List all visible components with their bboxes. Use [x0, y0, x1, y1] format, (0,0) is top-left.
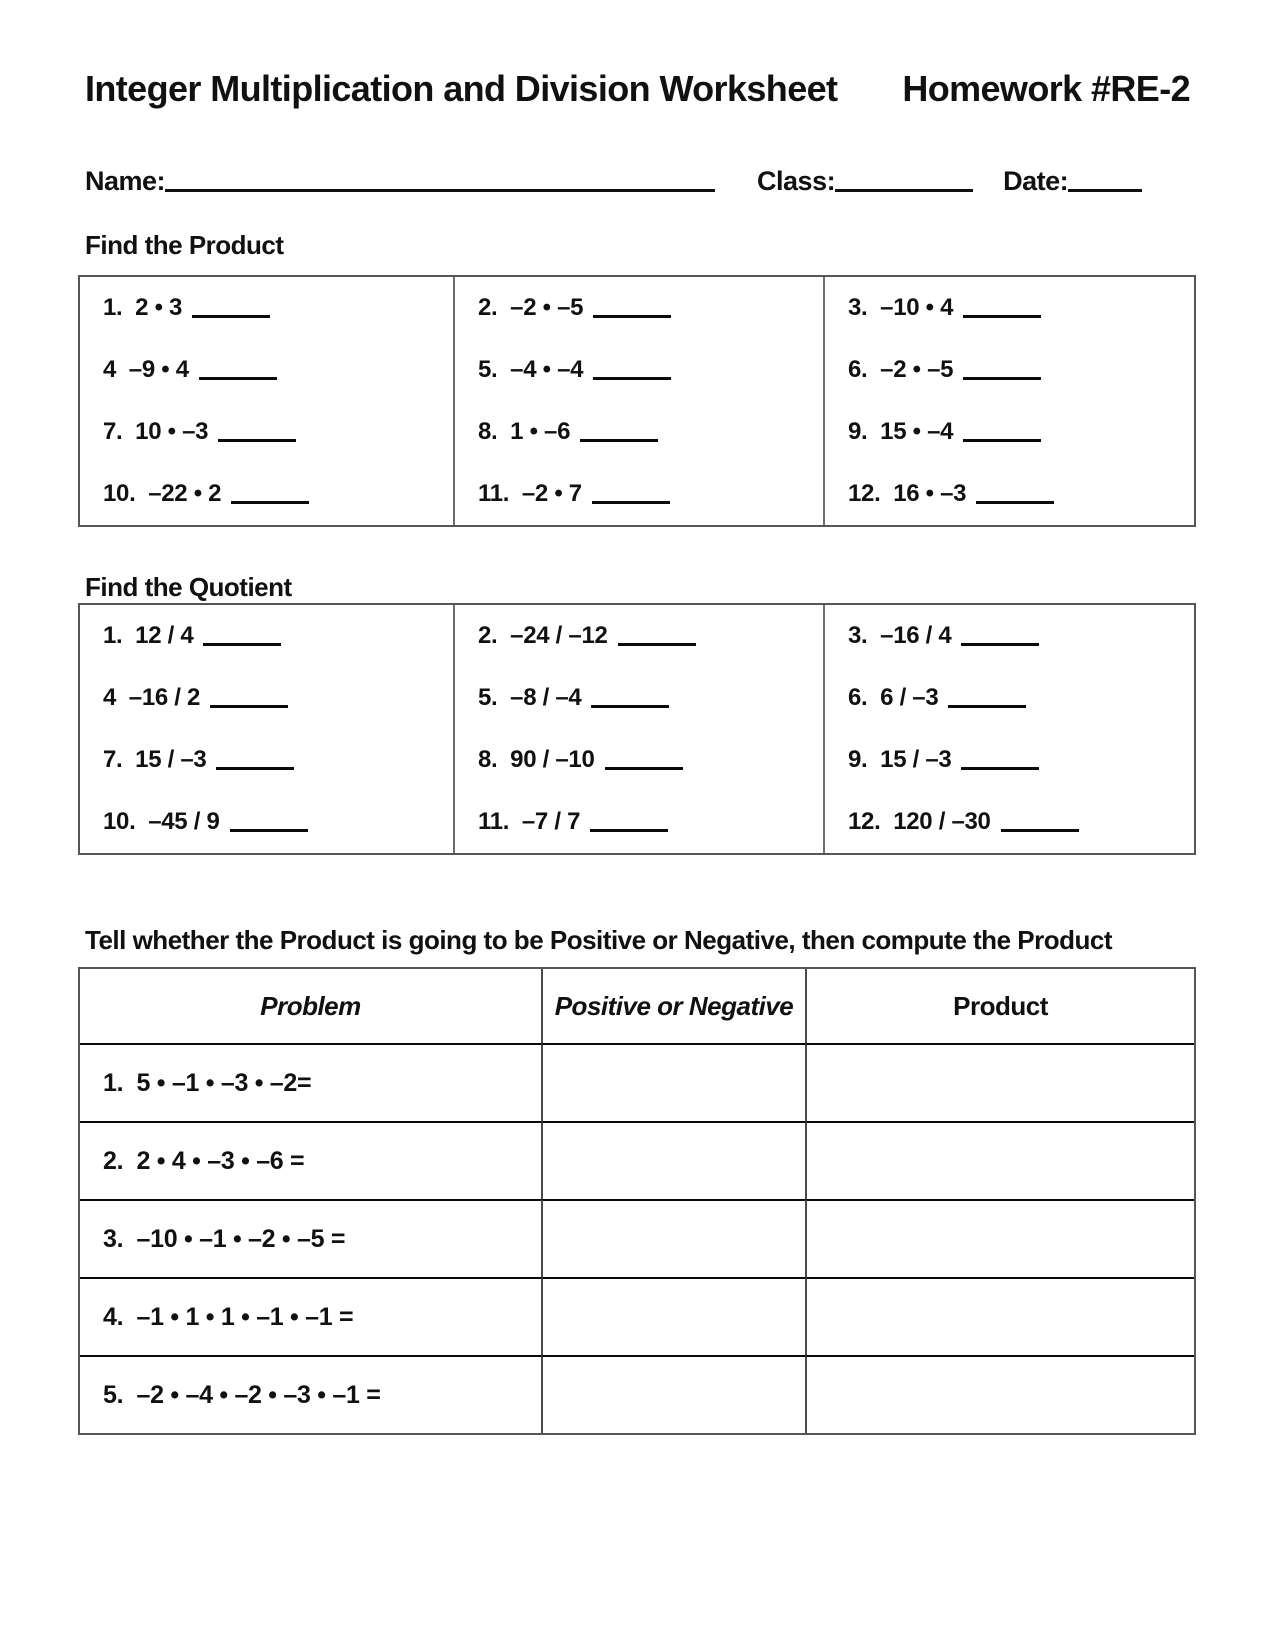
answer-blank[interactable]: [961, 631, 1039, 646]
answer-blank[interactable]: [963, 303, 1041, 318]
answer-blank[interactable]: [593, 303, 671, 318]
problem-text: 12. 120 / –30: [848, 808, 991, 835]
problem-text: 1. 5 • –1 • –3 • –2=: [103, 1068, 312, 1097]
problem-item: [455, 277, 823, 339]
quotient-problems-table: [78, 603, 1196, 855]
problem-text: 7. 10 • –3: [103, 418, 209, 445]
answer-blank[interactable]: [230, 817, 308, 832]
problem-text: 4. –1 • 1 • 1 • –1 • –1 =: [103, 1302, 354, 1331]
problem-item: [80, 791, 453, 853]
problem-item: [80, 463, 453, 525]
sign-answer-cell[interactable]: [541, 1121, 805, 1199]
problem-text: 1. 12 / 4: [103, 622, 194, 649]
problem-item: [825, 463, 1196, 525]
problem-item: [825, 605, 1196, 667]
product-answer-cell[interactable]: [805, 1277, 1194, 1355]
sign-product-table: [78, 967, 1196, 1435]
header: [85, 68, 1190, 110]
problem-item: [825, 401, 1196, 463]
problem-text: 1. 2 • 3: [103, 294, 183, 321]
answer-blank[interactable]: [591, 693, 669, 708]
answer-blank[interactable]: [1001, 817, 1079, 832]
problem-item: [825, 667, 1196, 729]
answer-blank[interactable]: [210, 693, 288, 708]
problem-text: 11. –2 • 7: [478, 480, 582, 507]
sign-row-problem: [80, 1277, 541, 1355]
class-label: Class:: [757, 166, 836, 196]
answer-blank[interactable]: [592, 489, 670, 504]
product-section-heading: Find the Product: [85, 230, 284, 260]
sign-row-problem: [80, 1199, 541, 1277]
problem-text: 12. 16 • –3: [848, 480, 967, 507]
answer-blank[interactable]: [976, 489, 1054, 504]
column-header-problem: Problem: [260, 990, 361, 1021]
problem-item: [80, 667, 453, 729]
problem-text: 9. 15 • –4: [848, 418, 954, 445]
product-column-2: [453, 277, 823, 525]
problem-item: [80, 277, 453, 339]
problem-item: [455, 339, 823, 401]
name-label: Name:: [85, 166, 166, 196]
problem-text: 2. 2 • 4 • –3 • –6 =: [103, 1146, 305, 1175]
sign-answer-cell[interactable]: [541, 1355, 805, 1433]
problem-item: [80, 729, 453, 791]
problem-text: 4 –9 • 4: [103, 356, 189, 383]
problem-text: 9. 15 / –3: [848, 746, 952, 773]
problem-item: [455, 605, 823, 667]
sign-row-problem: [80, 1355, 541, 1433]
answer-blank[interactable]: [948, 693, 1026, 708]
problem-text: 10. –45 / 9: [103, 808, 220, 835]
problem-text: 10. –22 • 2: [103, 480, 222, 507]
answer-blank[interactable]: [963, 427, 1041, 442]
problem-text: 8. 1 • –6: [478, 418, 571, 445]
problem-item: [455, 729, 823, 791]
answer-blank[interactable]: [203, 631, 281, 646]
problem-text: 6. –2 • –5: [848, 356, 954, 383]
product-answer-cell[interactable]: [805, 1043, 1194, 1121]
student-info-row: [85, 166, 1190, 197]
answer-blank[interactable]: [590, 817, 668, 832]
problem-text: 5. –2 • –4 • –2 • –3 • –1 =: [103, 1380, 381, 1409]
quotient-column-3: [823, 605, 1196, 853]
sign-answer-cell[interactable]: [541, 1199, 805, 1277]
product-column-3: [823, 277, 1196, 525]
problem-item: [825, 791, 1196, 853]
problem-item: [455, 791, 823, 853]
page-title: Integer Multiplication and Division Worksheet: [85, 68, 838, 109]
problem-text: 4 –16 / 2: [103, 684, 201, 711]
problem-text: 11. –7 / 7: [478, 808, 581, 835]
answer-blank[interactable]: [231, 489, 309, 504]
quotient-section-heading: Find the Quotient: [85, 572, 292, 602]
sign-row-problem: [80, 1121, 541, 1199]
date-label: Date:: [1003, 166, 1069, 196]
problem-text: 2. –2 • –5: [478, 294, 584, 321]
answer-blank[interactable]: [593, 365, 671, 380]
answer-blank[interactable]: [963, 365, 1041, 380]
sign-section-heading: Tell whether the Product is going to be Positive or Negative, then compute the Product: [85, 925, 1112, 955]
problem-text: 6. 6 / –3: [848, 684, 939, 711]
answer-blank[interactable]: [199, 365, 277, 380]
problem-text: 8. 90 / –10: [478, 746, 595, 773]
product-column-1: [80, 277, 453, 525]
sign-answer-cell[interactable]: [541, 1277, 805, 1355]
quotient-column-1: [80, 605, 453, 853]
product-problems-table: [78, 275, 1196, 527]
problem-text: 2. –24 / –12: [478, 622, 608, 649]
answer-blank[interactable]: [618, 631, 696, 646]
problem-item: [825, 277, 1196, 339]
class-fill-line[interactable]: [835, 173, 973, 192]
answer-blank[interactable]: [192, 303, 270, 318]
sign-row-problem: [80, 1043, 541, 1121]
problem-text: 7. 15 / –3: [103, 746, 207, 773]
sign-answer-cell[interactable]: [541, 1043, 805, 1121]
product-answer-cell[interactable]: [805, 1121, 1194, 1199]
answer-blank[interactable]: [218, 427, 296, 442]
date-fill-line[interactable]: [1068, 173, 1142, 192]
product-answer-cell[interactable]: [805, 1355, 1194, 1433]
product-answer-cell[interactable]: [805, 1199, 1194, 1277]
answer-blank[interactable]: [961, 755, 1039, 770]
problem-item: [455, 667, 823, 729]
problem-text: 5. –8 / –4: [478, 684, 582, 711]
problem-text: 3. –16 / 4: [848, 622, 952, 649]
problem-text: 3. –10 • –1 • –2 • –5 =: [103, 1224, 346, 1253]
homework-number-label: Homework #RE-2: [902, 68, 1190, 109]
problem-item: [825, 339, 1196, 401]
problem-item: [80, 401, 453, 463]
problem-item: [455, 463, 823, 525]
quotient-column-2: [453, 605, 823, 853]
answer-blank[interactable]: [605, 755, 683, 770]
problem-item: [80, 339, 453, 401]
answer-blank[interactable]: [216, 755, 294, 770]
answer-blank[interactable]: [580, 427, 658, 442]
problem-text: 5. –4 • –4: [478, 356, 584, 383]
problem-text: 3. –10 • 4: [848, 294, 954, 321]
problem-item: [825, 729, 1196, 791]
problem-item: [80, 605, 453, 667]
column-header-positive-or-negative: Positive or Negative: [541, 969, 805, 1043]
column-header-product: Product: [805, 969, 1194, 1043]
name-fill-line[interactable]: [165, 173, 715, 192]
problem-item: [455, 401, 823, 463]
